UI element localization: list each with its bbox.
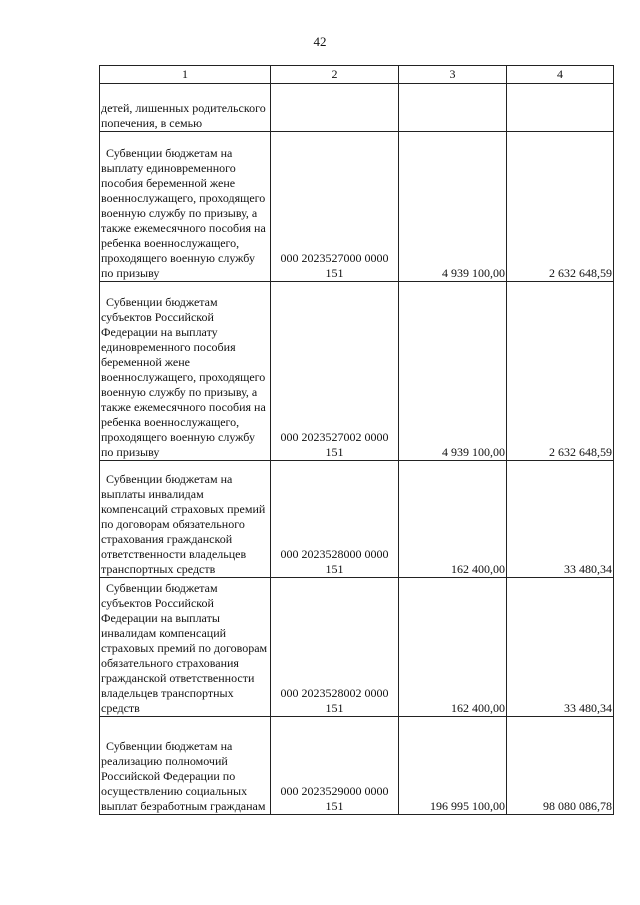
row-code-cell bbox=[271, 461, 399, 578]
row-fact-cell bbox=[507, 282, 614, 461]
header-cell-2: 2 bbox=[271, 66, 399, 84]
row-fact: 33 480,34 bbox=[564, 701, 612, 715]
row-fact: 98 080 086,78 bbox=[543, 799, 612, 813]
header-cell-1: 1 bbox=[100, 66, 271, 84]
row-plan: 162 400,00 bbox=[451, 562, 505, 576]
row-name: Субвенции бюджетам на выплату единовременного пособия беременной жене военнослужащего, проходящего военную службу по призыву, а также ежемесячного пособия на ребенка военнослужащего, проходящего военную службу по призыву bbox=[101, 146, 266, 280]
row-code-cell bbox=[271, 84, 399, 132]
row-plan: 4 939 100,00 bbox=[442, 266, 505, 280]
row-name-cell bbox=[100, 282, 271, 461]
row-fact: 33 480,34 bbox=[564, 562, 612, 576]
row-code-cell bbox=[271, 578, 399, 717]
row-name: Субвенции бюджетам субъектов Российской Федерации на выплаты инвалидам компенсаций страховых премий по договорам обязательного страхования гражданской ответственности владельцев транспортных средств bbox=[101, 581, 268, 715]
row-plan: 4 939 100,00 bbox=[442, 445, 505, 459]
table-row bbox=[100, 282, 614, 461]
table-row bbox=[100, 717, 614, 815]
row-code: 000 2023527000 0000 151 bbox=[280, 251, 389, 280]
row-name: Субвенции бюджетам на выплаты инвалидам компенсаций страховых премий по договорам обязательного страхования гражданской ответственности владельцев транспортных средств bbox=[101, 472, 266, 576]
row-fact-cell bbox=[507, 717, 614, 815]
row-code: 000 2023528002 0000 151 bbox=[280, 686, 389, 715]
row-name-cell bbox=[100, 84, 271, 132]
row-name-cell bbox=[100, 132, 271, 282]
row-code-cell bbox=[271, 717, 399, 815]
row-plan-cell bbox=[399, 132, 507, 282]
row-plan-cell bbox=[399, 84, 507, 132]
row-name: Субвенции бюджетам на реализацию полномочий Российской Федерации по осуществлению социальных выплат безработным гражданам bbox=[101, 739, 266, 813]
page-number: 42 bbox=[313, 34, 327, 49]
header-cell-3: 3 bbox=[399, 66, 507, 84]
row-name: детей, лишенных родительского попечения, в семью bbox=[101, 101, 266, 130]
row-code: 000 2023529000 0000 151 bbox=[280, 784, 389, 813]
row-plan: 162 400,00 bbox=[451, 701, 505, 715]
row-code: 000 2023527002 0000 151 bbox=[280, 430, 389, 459]
row-name: Субвенции бюджетам субъектов Российской Федерации на выплату единовременного пособия беременной жене военнослужащего, проходящего военную службу по призыву, а также ежемесячного пособия на ребенка военнослужащего, проходящего военную службу по призыву bbox=[101, 295, 266, 459]
header-cell-4: 4 bbox=[507, 66, 614, 84]
row-plan: 196 995 100,00 bbox=[430, 799, 505, 813]
row-plan-cell bbox=[399, 578, 507, 717]
row-plan-cell bbox=[399, 461, 507, 578]
table-header-row bbox=[100, 66, 614, 84]
row-fact-cell bbox=[507, 461, 614, 578]
table-row bbox=[100, 84, 614, 132]
row-fact: 2 632 648,59 bbox=[549, 445, 612, 459]
row-fact-cell bbox=[507, 578, 614, 717]
row-code: 000 2023528000 0000 151 bbox=[280, 547, 389, 576]
row-code-cell bbox=[271, 132, 399, 282]
row-fact-cell bbox=[507, 132, 614, 282]
row-code-cell bbox=[271, 282, 399, 461]
row-fact: 2 632 648,59 bbox=[549, 266, 612, 280]
row-name-cell bbox=[100, 717, 271, 815]
row-name-cell bbox=[100, 578, 271, 717]
row-fact-cell bbox=[507, 84, 614, 132]
table-row bbox=[100, 461, 614, 578]
table-row bbox=[100, 132, 614, 282]
table-row bbox=[100, 578, 614, 717]
row-name-cell bbox=[100, 461, 271, 578]
budget-table bbox=[99, 65, 614, 815]
row-plan-cell bbox=[399, 282, 507, 461]
row-plan-cell bbox=[399, 717, 507, 815]
